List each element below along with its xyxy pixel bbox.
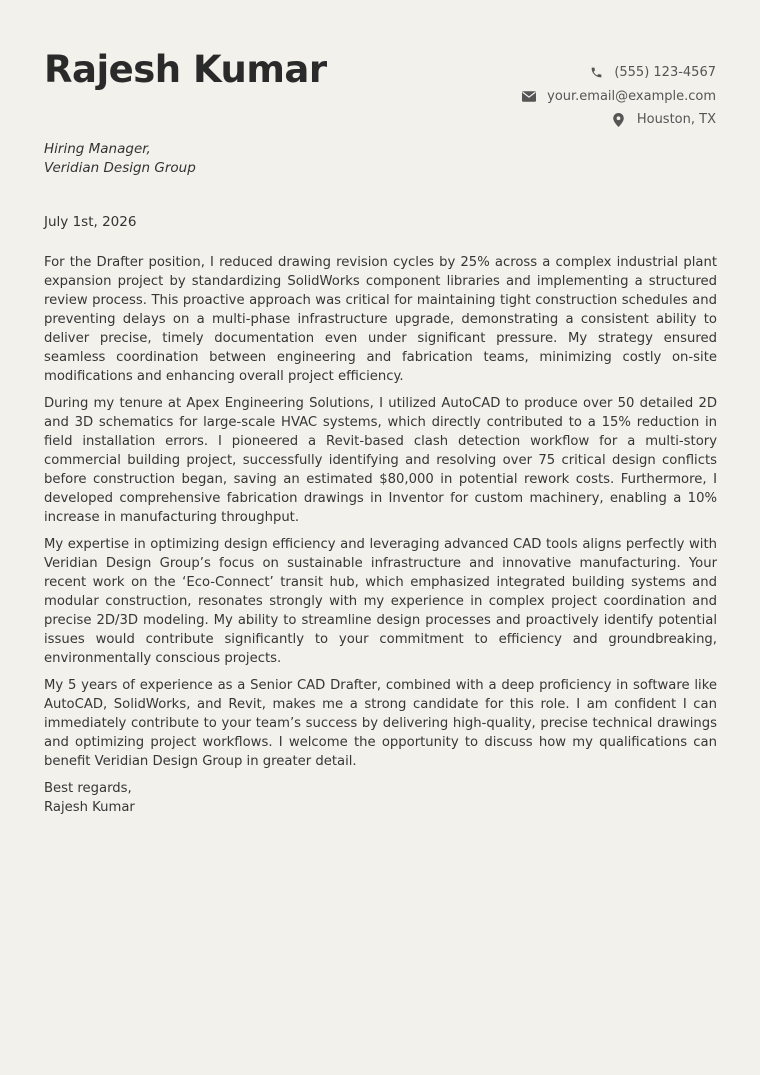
- contact-phone: (555) 123-4567: [614, 65, 716, 81]
- body-paragraph: For the Drafter position, I reduced drawing revision cycles by 25% across a complex industrial plant expansion project by standardizing SolidWorks component libraries and implementing a structured review process. This proactive approach was critical for maintaining tight construction schedules and preventing delays on a multi-phase infrastructure upgrade, demonstrating a consistent ability to deliver precise, timely documentation even under significant pressure. My strategy ensured seamless coordination between engineering and fabrication teams, minimizing costly on-site modifications and enhancing overall project efficiency.: [44, 255, 717, 384]
- letter-date: July 1st, 2026: [44, 214, 137, 230]
- envelope-icon: [522, 89, 536, 103]
- signoff-block: [44, 779, 717, 817]
- contact-email: your.email@example.com: [547, 88, 716, 104]
- recipient-block: [44, 140, 196, 178]
- applicant-name: Rajesh Kumar: [44, 48, 327, 91]
- recipient-company: Veridian Design Group: [44, 160, 196, 176]
- contact-email-row: [522, 85, 716, 109]
- signoff-closing: Best regards,: [44, 781, 132, 796]
- phone-icon: [589, 66, 603, 80]
- contact-block: [522, 61, 716, 132]
- signoff-name: Rajesh Kumar: [44, 800, 135, 815]
- body-paragraph: During my tenure at Apex Engineering Solutions, I utilized AutoCAD to produce over 50 detailed 2D and 3D schematics for large-scale HVAC systems, which directly contributed to a 15% reduction in field installation errors. I pioneered a Revit-based clash detection workflow for a multi-story commercial building project, successfully identifying and resolving over 75 critical design conflicts before construction began, saving an estimated $80,000 in potential rework costs. Furthermore, I developed comprehensive fabrication drawings in Inventor for custom machinery, enabling a 10% increase in manufacturing throughput.: [44, 396, 717, 525]
- contact-phone-row: [522, 61, 716, 85]
- letter-body: [44, 253, 717, 817]
- contact-location-row: [522, 108, 716, 132]
- map-pin-icon: [612, 113, 626, 127]
- body-paragraph: My 5 years of experience as a Senior CAD Drafter, combined with a deep proficiency in software like AutoCAD, SolidWorks, and Revit, makes me a strong candidate for this role. I am confident I can immediately contribute to your team’s success by delivering high-quality, precise technical drawings and optimizing project workflows. I welcome the opportunity to discuss how my qualifications can benefit Veridian Design Group in greater detail.: [44, 678, 717, 769]
- body-paragraph: My expertise in optimizing design efficiency and leveraging advanced CAD tools aligns perfectly with Veridian Design Group’s focus on sustainable infrastructure and innovative manufacturing. Your recent work on the ‘Eco-Connect’ transit hub, which emphasized integrated building systems and modular construction, resonates strongly with my experience in complex project coordination and precise 2D/3D modeling. My ability to streamline design processes and proactively identify potential issues would contribute significantly to your commitment to efficiency and groundbreaking, environmentally conscious projects.: [44, 537, 717, 666]
- contact-location: Houston, TX: [636, 112, 716, 128]
- recipient-title: Hiring Manager,: [44, 141, 151, 157]
